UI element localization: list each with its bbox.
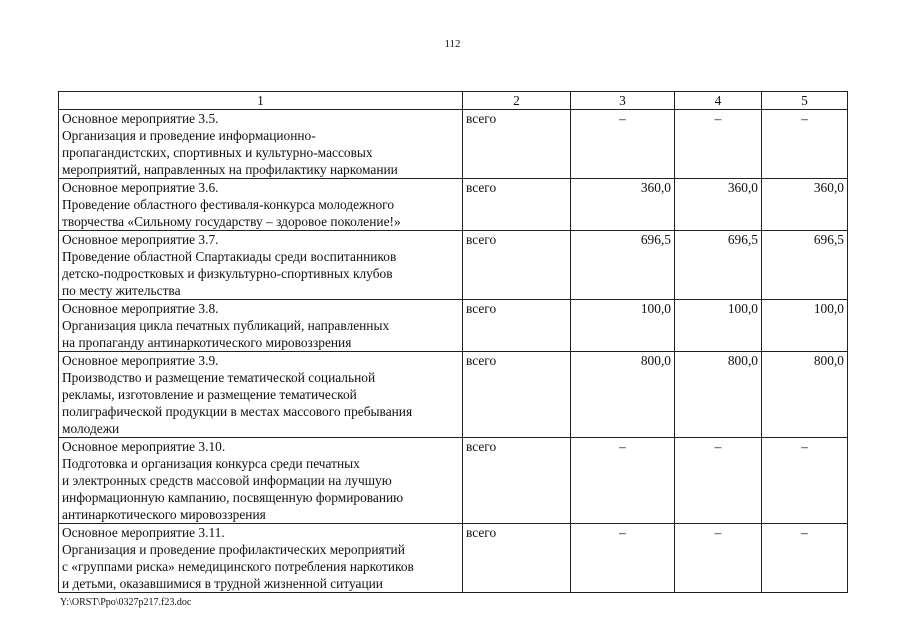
amount-cell-col-3: 360,0 — [571, 179, 675, 231]
measure-description-cell — [59, 352, 463, 438]
amount-cell-col-4: – — [675, 110, 762, 179]
measure-title: Основное мероприятие 3.8. — [62, 301, 219, 316]
column-header-1: 1 — [59, 92, 463, 110]
measure-description-cell — [59, 110, 463, 179]
amount-cell-col-4: 800,0 — [675, 352, 762, 438]
amount-cell-col-4: 100,0 — [675, 300, 762, 352]
funding-type-cell: всего — [463, 231, 571, 300]
table-body — [59, 110, 848, 593]
funding-type-cell: всего — [463, 179, 571, 231]
measure-description-line: Организация и проведение профилактических мероприятий — [62, 542, 405, 557]
measure-description-line: детско-подростковых и физкультурно-спортивных клубов — [62, 266, 393, 281]
amount-cell-col-4: – — [675, 524, 762, 593]
funding-type-cell: всего — [463, 110, 571, 179]
amount-cell-col-3: – — [571, 438, 675, 524]
table-row — [59, 438, 848, 524]
amount-cell-col-4: – — [675, 438, 762, 524]
table-header-row — [59, 92, 848, 110]
column-header-3: 3 — [571, 92, 675, 110]
amount-cell-col-5: – — [762, 110, 848, 179]
table-row — [59, 179, 848, 231]
table-row — [59, 524, 848, 593]
measure-description-line: с «группами риска» немедицинского потребления наркотиков — [62, 559, 414, 574]
measure-description-line: Организация цикла печатных публикаций, направленных — [62, 318, 390, 333]
measure-description-line: по месту жительства — [62, 283, 181, 298]
measure-description-cell — [59, 300, 463, 352]
measure-description-cell — [59, 179, 463, 231]
measure-title: Основное мероприятие 3.7. — [62, 232, 219, 247]
file-path-footer: Y:\ORST\Ppo\0327p217.f23.doc — [60, 597, 192, 608]
measure-description-line: пропагандистских, спортивных и культурно-массовых — [62, 145, 373, 160]
column-header-2: 2 — [463, 92, 571, 110]
measure-description-line: и электронных средств массовой информации на лучшую — [62, 473, 392, 488]
measure-title: Основное мероприятие 3.10. — [62, 439, 226, 454]
table-row — [59, 110, 848, 179]
measure-description-line: антинаркотического мировоззрения — [62, 507, 266, 522]
measure-description-line: и детьми, оказавшимися в трудной жизненной ситуации — [62, 576, 383, 591]
funding-type-cell: всего — [463, 352, 571, 438]
amount-cell-col-3: – — [571, 110, 675, 179]
amount-cell-col-5: 360,0 — [762, 179, 848, 231]
column-header-5: 5 — [762, 92, 848, 110]
measure-description-line: рекламы, изготовление и размещение тематической — [62, 387, 357, 402]
budget-table — [58, 91, 848, 593]
amount-cell-col-3: 800,0 — [571, 352, 675, 438]
measure-description-line: на пропаганду антинаркотического мировоззрения — [62, 335, 352, 350]
measure-description-line: Организация и проведение информационно- — [62, 128, 316, 143]
amount-cell-col-3: 100,0 — [571, 300, 675, 352]
measure-title: Основное мероприятие 3.11. — [62, 525, 225, 540]
measure-title: Основное мероприятие 3.9. — [62, 353, 219, 368]
measure-description-line: информационную кампанию, посвященную формированию — [62, 490, 404, 505]
table-row — [59, 231, 848, 300]
measure-description-line: полиграфической продукции в местах массового пребывания — [62, 404, 413, 419]
page-number: 112 — [444, 38, 461, 50]
measure-description-cell — [59, 438, 463, 524]
table-row — [59, 352, 848, 438]
amount-cell-col-5: – — [762, 438, 848, 524]
measure-title: Основное мероприятие 3.5. — [62, 111, 219, 126]
measure-description-line: Производство и размещение тематической социальной — [62, 370, 376, 385]
amount-cell-col-5: – — [762, 524, 848, 593]
measure-description-cell — [59, 231, 463, 300]
measure-description-line: Проведение областной Спартакиады среди воспитанников — [62, 249, 397, 264]
funding-type-cell: всего — [463, 524, 571, 593]
measure-description-line: творчества «Сильному государству – здоровое поколение!» — [62, 214, 401, 229]
measure-title: Основное мероприятие 3.6. — [62, 180, 219, 195]
measure-description-line: молодежи — [62, 421, 120, 436]
measure-description-line: мероприятий, направленных на профилактику наркомании — [62, 162, 398, 177]
amount-cell-col-4: 696,5 — [675, 231, 762, 300]
funding-type-cell: всего — [463, 300, 571, 352]
amount-cell-col-3: 696,5 — [571, 231, 675, 300]
amount-cell-col-5: 100,0 — [762, 300, 848, 352]
amount-cell-col-4: 360,0 — [675, 179, 762, 231]
measure-description-cell — [59, 524, 463, 593]
funding-type-cell: всего — [463, 438, 571, 524]
column-header-4: 4 — [675, 92, 762, 110]
amount-cell-col-5: 696,5 — [762, 231, 848, 300]
table-row — [59, 300, 848, 352]
amount-cell-col-3: – — [571, 524, 675, 593]
measure-description-line: Проведение областного фестиваля-конкурса молодежного — [62, 197, 395, 212]
amount-cell-col-5: 800,0 — [762, 352, 848, 438]
measure-description-line: Подготовка и организация конкурса среди печатных — [62, 456, 360, 471]
